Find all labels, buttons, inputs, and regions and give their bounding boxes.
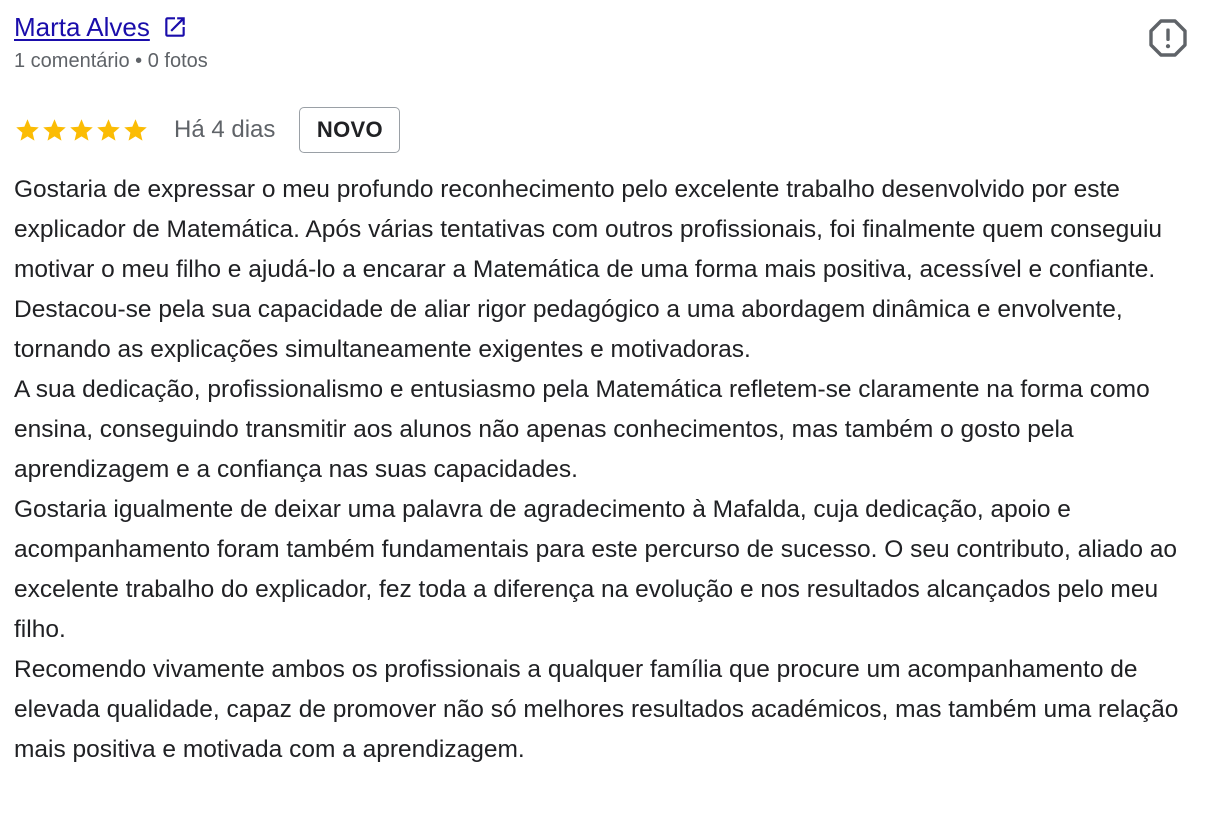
star-rating	[14, 106, 149, 154]
new-badge: NOVO	[299, 107, 400, 153]
author-header	[14, 10, 188, 44]
star-icon	[14, 117, 41, 144]
author-stats: 1 comentário • 0 fotos	[14, 50, 208, 72]
star-icon	[68, 117, 95, 144]
star-icon	[41, 117, 68, 144]
author-name-link[interactable]: Marta Alves	[14, 11, 150, 42]
review-paragraph: Gostaria de expressar o meu profundo reconhecimento pelo excelente trabalho desenvolvido por este explicador de Matemática. Após várias tentativas com outros profissionais, foi finalmente quem conseguiu motivar o meu filho e ajudá-lo a encarar a Matemática de uma forma mais positiva, acessível e confiante.	[14, 176, 1163, 283]
open-in-new-icon[interactable]	[162, 14, 188, 40]
review-date: Há 4 dias	[174, 116, 276, 143]
review-paragraph: Gostaria igualmente de deixar uma palavra de agradecimento à Mafalda, cuja dedicação, apoio e acompanhamento foram também fundamentais para este percurso de sucesso. O seu contributo, aliado ao excelente trabalho do explicador, fez toda a diferença na evolução e nos resultados alcançados pelo meu filho.	[14, 496, 1178, 643]
review-body	[14, 170, 1214, 770]
star-icon	[122, 117, 149, 144]
rating-row	[14, 106, 400, 154]
review-paragraph: Recomendo vivamente ambos os profissionais a qualquer família que procure um acompanhamento de elevada qualidade, capaz de promover não só melhores resultados académicos, mas também uma relação mais positiva e motivada com a aprendizagem.	[14, 656, 1179, 763]
review-paragraph: Destacou-se pela sua capacidade de aliar rigor pedagógico a uma abordagem dinâmica e envolvente, tornando as explicações simultaneamente exigentes e motivadoras.	[14, 296, 1123, 363]
star-icon	[95, 117, 122, 144]
report-octagon-icon[interactable]	[1148, 18, 1188, 58]
review-paragraph: A sua dedicação, profissionalismo e entusiasmo pela Matemática refletem-se claramente na forma como ensina, conseguindo transmitir aos alunos não apenas conhecimentos, mas também o gosto pela aprendizagem e a confiança nas suas capacidades.	[14, 376, 1150, 483]
